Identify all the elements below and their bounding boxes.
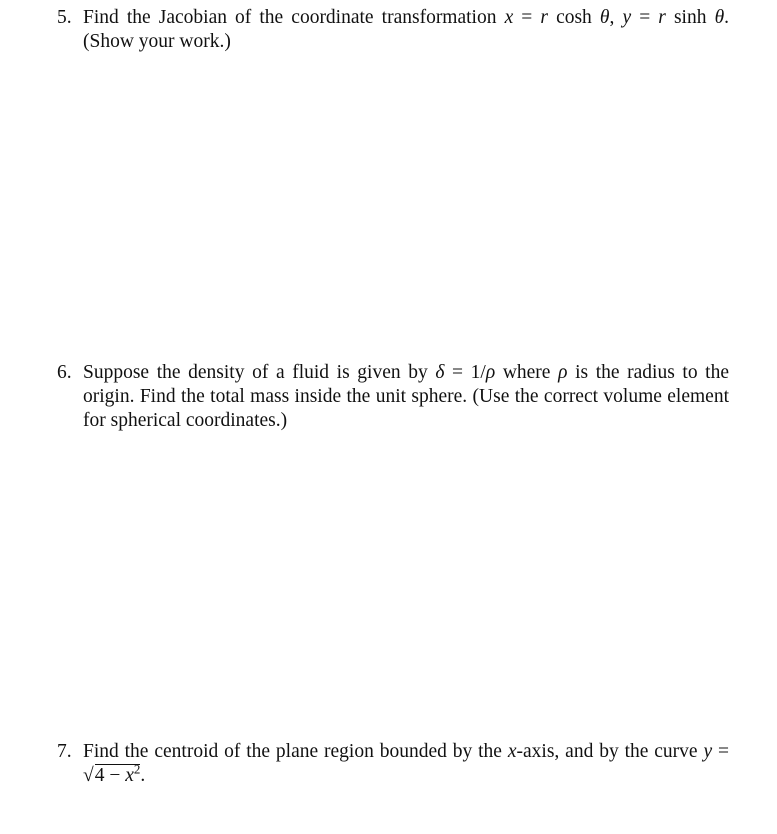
problem-5 (57, 6, 729, 54)
text: sinh (665, 7, 715, 28)
math-var: x (125, 765, 134, 786)
text: Find the centroid of the plane region bounded by the (83, 741, 508, 762)
text: 4 − (94, 765, 126, 786)
math-var: x (507, 741, 517, 762)
math-var: r (540, 7, 548, 28)
problem-number: 6. (57, 362, 72, 383)
math-var: y (703, 741, 713, 762)
exponent: 2 (133, 761, 141, 777)
text: = (631, 7, 659, 28)
math-var: θ (599, 7, 610, 28)
text: = 1/ (444, 362, 486, 383)
problem-number: 5. (57, 7, 72, 28)
math-var: y (622, 7, 632, 28)
problem-text (83, 361, 729, 433)
problem-6 (57, 361, 729, 433)
problem-7 (57, 740, 729, 788)
math-var: ρ (485, 362, 496, 383)
math-var: δ (435, 362, 445, 383)
text: where (495, 362, 559, 383)
text: = (712, 741, 729, 762)
text: . (Show your work.) (83, 7, 730, 52)
text: -axis, and by the curve (516, 741, 704, 762)
problem-number: 7. (57, 741, 72, 762)
text: = (513, 7, 541, 28)
text: Find the Jacobian of the coordinate transformation (83, 7, 505, 28)
text: . (140, 765, 146, 786)
text: , (609, 7, 623, 28)
problem-text (83, 6, 729, 54)
math-var: θ (714, 7, 725, 28)
sqrt-radicand (94, 761, 141, 786)
problem-text (83, 740, 729, 788)
text: is the radius to the origin. Find the total mass inside the unit sphere. (Use the correct volume element for spherical coordinates.) (83, 362, 730, 431)
math-var: ρ (558, 362, 568, 383)
text: Suppose the density of a fluid is given by (83, 362, 436, 383)
math-var: r (658, 7, 666, 28)
text: cosh (547, 7, 600, 28)
sqrt-sign: √ (83, 765, 94, 786)
math-var: x (504, 7, 514, 28)
